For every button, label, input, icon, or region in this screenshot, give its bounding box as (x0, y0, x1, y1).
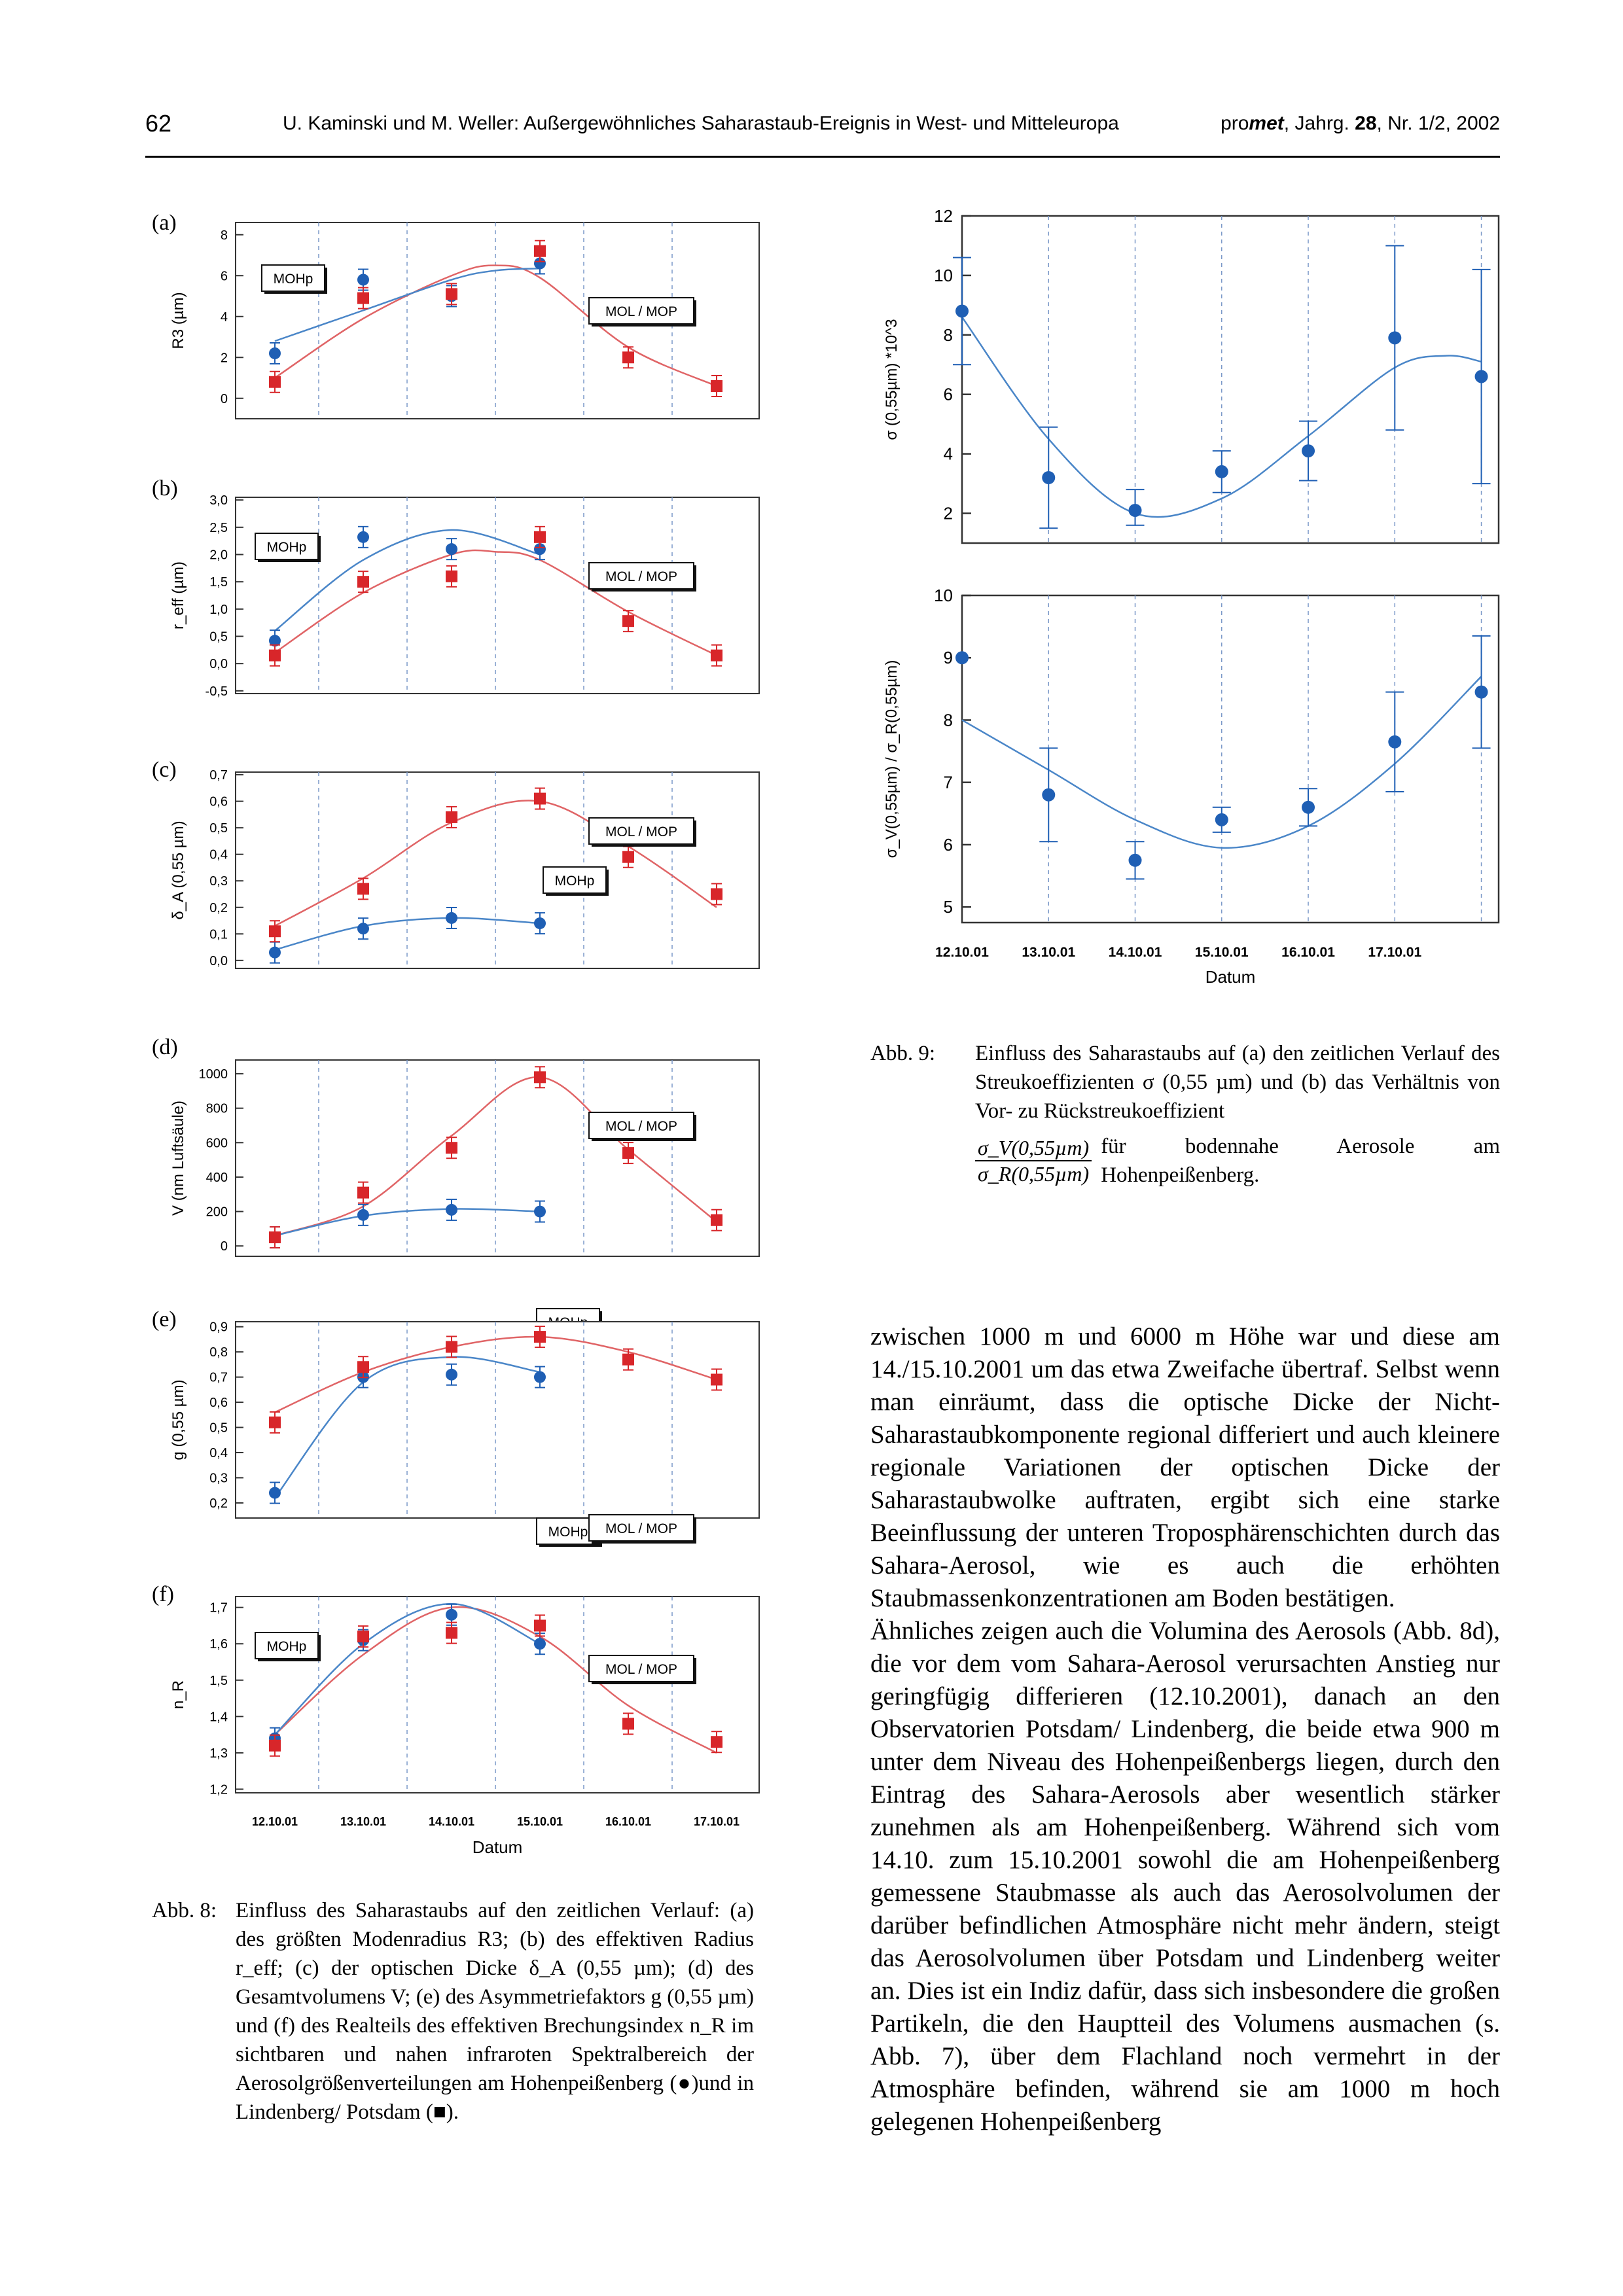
page-header (145, 110, 1500, 149)
chart-8b-ytick-label: 0,0 (209, 657, 228, 672)
chart-8e-point-mohp (534, 1371, 546, 1383)
chart-8b-ytick-label: 0,5 (209, 629, 228, 645)
chart-8c-ytick-label: 0,7 (209, 768, 228, 783)
chart-8d-point-mol-mop (711, 1214, 722, 1226)
chart-8b-ytick-label: 1,0 (209, 602, 228, 617)
chart-8a-point-mol-mop (446, 288, 457, 300)
chart-8f-point-mohp (446, 1609, 457, 1621)
chart-9b-point (1475, 686, 1488, 699)
chart-9a-scattering-coefficient (864, 206, 1512, 563)
chart-8d-point-mohp (534, 1206, 546, 1218)
chart-8f-point-mol-mop (269, 1740, 281, 1752)
chart-8b-point-mol-mop (357, 576, 369, 588)
chart-8c-legend-molmop: MOL / MOP (605, 824, 678, 839)
body-text (870, 1320, 1500, 2138)
chart-8d-point-mol-mop (357, 1187, 369, 1199)
figure-8-caption (152, 1896, 754, 2171)
figure-8-label: Abb. 8: (152, 1899, 217, 1922)
chart-8d-legend-molmop: MOL / MOP (605, 1119, 678, 1134)
chart-9b-xtick-label: 12.10.01 (935, 945, 989, 960)
chart-8b-legend-molmop: MOL / MOP (605, 569, 678, 584)
chart-8c-ytick-label: 0,6 (209, 794, 228, 809)
chart-8d-point-mol-mop (622, 1147, 634, 1159)
chart-9a-ylabel: σ (0,55µm) *10^3 (883, 319, 901, 440)
chart-8d-ytick-label: 400 (205, 1170, 228, 1185)
chart-8e-asymmetry (157, 1309, 779, 1540)
chart-8f-point-mol-mop (357, 1631, 369, 1642)
chart-8f-xtick-label: 17.10.01 (693, 1815, 740, 1828)
chart-8d-point-mohp (357, 1209, 369, 1221)
chart-8c-ytick-label: 0,0 (209, 953, 228, 968)
chart-8c-point-mohp (269, 947, 281, 959)
chart-8e-point-mohp (446, 1369, 457, 1381)
chart-8f-point-mol-mop (622, 1718, 634, 1729)
chart-8d-point-mol-mop (269, 1231, 281, 1243)
chart-9a-ytick-label: 12 (934, 206, 953, 226)
chart-8e-point-mohp (269, 1487, 281, 1499)
chart-8a-legend-molmop: MOL / MOP (605, 304, 678, 319)
chart-8a-ytick-label: 6 (220, 269, 228, 284)
panel-label-e: (e) (152, 1307, 177, 1332)
chart-8a-legend-mohp: MOHp (273, 272, 313, 287)
chart-8a-point-mol-mop (357, 292, 369, 304)
chart-9b-xtick-label: 14.10.01 (1108, 945, 1162, 960)
chart-9b-forward-backward-ratio (864, 586, 1512, 1021)
chart-8b-ytick-label: 2,5 (209, 520, 228, 535)
chart-8d-point-mohp (446, 1204, 457, 1216)
chart-8e-ytick-label: 0,2 (209, 1496, 228, 1511)
chart-8b-ytick-label: 2,0 (209, 548, 228, 563)
journal-info: promet, Jahrg. 28, Nr. 1/2, 2002 (1221, 113, 1500, 134)
chart-8b-point-mol-mop (534, 531, 546, 543)
chart-8f-ytick-label: 1,2 (209, 1782, 228, 1797)
body-paragraph-1: zwischen 1000 m und 6000 m Höhe war und diese am 14./15.10.2001 um das etwa Zweifache übertraf. Selbst wenn man einräumt, dass die optische Dicke der Nicht-Saharastaubkomponente regional differiert und auch kleinere regionale Variationen der optischen Dicke der Saharastaubwolke auftraten, ergibt sich eine starke Beeinflussung der unteren Troposphärenschichten durch das Sahara-Aerosol, wie es auch die erhöhten Staubmassenkonzentrationen am Boden bestätigen. (870, 1322, 1500, 1612)
chart-8b-ylabel: r_eff (µm) (169, 561, 187, 630)
chart-9a-point (1388, 331, 1401, 344)
panel-label-c: (c) (152, 758, 177, 782)
panel-label-a: (a) (152, 211, 177, 235)
chart-8a-ytick-label: 4 (220, 309, 228, 325)
chart-8e-plot-area (236, 1322, 759, 1518)
panel-label-f: (f) (152, 1582, 174, 1606)
chart-9b-ylabel: σ_V(0,55µm) / σ_R(0,55µm) (883, 660, 901, 858)
chart-9b-ytick-label: 9 (943, 648, 953, 668)
chart-8d-ylabel: V (nm Luftsäule) (169, 1100, 187, 1216)
chart-8b-reff (157, 484, 779, 707)
chart-9b-ytick-label: 10 (934, 586, 953, 605)
chart-9b-point (1129, 854, 1142, 867)
chart-8f-refractive-index (157, 1583, 779, 1871)
chart-8f-ytick-label: 1,4 (209, 1710, 228, 1725)
chart-8c-point-mol-mop (534, 793, 546, 805)
chart-8c-legend-mohp: MOHp (554, 874, 595, 889)
chart-8e-ylabel: g (0,55 µm) (169, 1379, 187, 1460)
figure-9-caption-end: für bodennahe Aerosole am Hohenpeißenberg. (1101, 1135, 1500, 1187)
chart-9b-point (1302, 801, 1315, 814)
chart-8c-ytick-label: 0,3 (209, 874, 228, 889)
chart-8a-ytick-label: 8 (220, 228, 228, 243)
chart-8e-ytick-label: 0,8 (209, 1345, 228, 1360)
chart-8a-ylabel: R3 (µm) (169, 292, 187, 349)
panel-label-d: (d) (152, 1035, 178, 1059)
body-paragraph-2: Ähnliches zeigen auch die Volumina des Aerosols (Abb. 8d), die vor dem vom Sahara-Aerosol verursachten Anstieg nur geringfügig differieren (12.10.2001), danach an den Observatorien Potsdam/ Lindenberg, die beide etwa 900 m unter dem Niveau des Hohenpeißenbergs liegen, durch den Eintrag des Sahara-Aerosols aber wesentlich stärker zunehmen als am Hohenpeißenberg. Während sich vom 14.10. zum 15.10.2001 sowohl die am Hohenpeißenberg gemessene Staubmasse als auch das Aerosolvolumen der darüber befindlichen Atmosphäre nicht mehr ändern, steigt das Aerosolvolumen über Potsdam und Lindenberg weiter an. Dies ist ein Indiz dafür, dass sich insbesondere die großen Partikeln, die den Hauptteil des Volumens ausmachen (s. Abb. 7), über dem Flachland noch vermehrt in der Atmosphäre befinden, während sie am 1000 m hoch gelegenen Hohenpeißenberg (870, 1617, 1500, 2136)
chart-9a-ytick-label: 10 (934, 265, 953, 285)
header-rule (145, 156, 1500, 158)
chart-8b-ytick-label: 1,5 (209, 575, 228, 590)
chart-8e-ytick-label: 0,9 (209, 1320, 228, 1335)
chart-8e-point-mol-mop (269, 1417, 281, 1428)
chart-9b-ytick-label: 8 (943, 710, 953, 730)
chart-8a-point-mohp (357, 274, 369, 286)
chart-8c-point-mohp (534, 917, 546, 929)
chart-8c-ytick-label: 0,4 (209, 847, 228, 862)
chart-8e-legend-mohp: MOHp (548, 1525, 588, 1540)
chart-9b-xtick-label: 15.10.01 (1194, 945, 1249, 960)
chart-8d-point-mol-mop (534, 1071, 546, 1083)
chart-8f-xtick-label: 15.10.01 (516, 1815, 563, 1828)
chart-8f-xtick-label: 12.10.01 (251, 1815, 298, 1828)
chart-8e-ytick-label: 0,4 (209, 1446, 228, 1460)
chart-8c-point-mol-mop (269, 925, 281, 937)
figure-9-label: Abb. 9: (870, 1042, 935, 1065)
chart-8a-point-mol-mop (534, 245, 546, 257)
chart-9b-xtick-label: 13.10.01 (1022, 945, 1076, 960)
chart-8f-xtick-label: 16.10.01 (605, 1815, 652, 1828)
chart-8f-point-mohp (534, 1638, 546, 1650)
chart-9b-xtick-label: 16.10.01 (1281, 945, 1335, 960)
chart-8f-legend-mohp: MOHp (266, 1639, 307, 1654)
chart-8c-ytick-label: 0,1 (209, 927, 228, 942)
chart-8f-ytick-label: 1,3 (209, 1746, 228, 1761)
chart-9a-ytick-label: 2 (943, 503, 953, 523)
chart-8c-ylabel: δ_A (0,55 µm) (169, 821, 187, 920)
figure-8-caption-text: Einfluss des Saharastaubs auf den zeitlichen Verlauf: (a) des größten Modenradius R3; (b) des effektiven Radius r_eff; (c) der optischen Dicke δ_A (0,55 µm); (d) des Gesamtvolumens V; (e) des Asymmetriefaktors g (0,55 µm) und (f) des Realteils des effektiven Brechungsindex n_R im sichtbaren und nahen infraroten Spektralbereich der Aerosolgrößenverteilungen am Hohenpeißenberg (●)und in Lindenberg/ Potsdam (■). (236, 1899, 754, 2124)
chart-8f-point-mol-mop (534, 1619, 546, 1631)
chart-8e-point-mol-mop (446, 1341, 457, 1352)
chart-8c-point-mol-mop (357, 883, 369, 894)
chart-9b-plot-area (962, 595, 1499, 923)
chart-9a-point (1302, 444, 1315, 457)
chart-8d-volume (157, 1047, 779, 1269)
page-number: 62 (145, 110, 172, 137)
chart-8f-plot-area (236, 1597, 759, 1793)
chart-9a-ytick-label: 4 (943, 444, 953, 464)
chart-8c-point-mol-mop (711, 888, 722, 900)
chart-9b-ytick-label: 6 (943, 834, 953, 855)
chart-8e-point-mol-mop (534, 1331, 546, 1343)
chart-8f-ytick-label: 1,7 (209, 1600, 228, 1616)
chart-8f-point-mol-mop (446, 1627, 457, 1639)
chart-8b-point-mohp (446, 543, 457, 555)
chart-8e-ytick-label: 0,5 (209, 1421, 228, 1436)
chart-8e-point-mol-mop (622, 1354, 634, 1366)
chart-9b-ytick-label: 7 (943, 772, 953, 792)
chart-8b-point-mol-mop (711, 650, 722, 662)
figure-9-caption (870, 1039, 1500, 1235)
chart-9a-point (955, 304, 969, 317)
chart-9a-point (1475, 370, 1488, 383)
chart-8b-point-mol-mop (269, 650, 281, 662)
chart-8b-legend-mohp: MOHp (266, 540, 307, 555)
chart-9b-point (1215, 813, 1228, 826)
chart-9a-point (1215, 465, 1228, 478)
chart-9b-xtick-label: 17.10.01 (1368, 945, 1422, 960)
chart-8c-ytick-label: 0,2 (209, 900, 228, 915)
chart-8b-ytick-label: 3,0 (209, 493, 228, 508)
chart-8b-point-mohp (357, 531, 369, 543)
chart-9b-ytick-label: 5 (943, 897, 953, 917)
chart-8e-point-mol-mop (357, 1361, 369, 1373)
chart-8c-optical-depth (157, 759, 779, 981)
panel-label-b: (b) (152, 476, 178, 501)
chart-8a-point-mol-mop (269, 376, 281, 388)
chart-8d-point-mol-mop (446, 1142, 457, 1154)
chart-9b-xlabel: Datum (1205, 967, 1256, 987)
running-title: U. Kaminski und M. Weller: Außergewöhnliches Saharastaub-Ereignis in West- und Mitteleuropa (283, 113, 1119, 134)
chart-8e-ytick-label: 0,6 (209, 1396, 228, 1411)
chart-8c-point-mol-mop (622, 851, 634, 863)
chart-8a-r3 (157, 209, 779, 432)
chart-9a-ytick-label: 8 (943, 325, 953, 345)
chart-8c-point-mohp (357, 923, 369, 934)
chart-8f-point-mol-mop (711, 1736, 722, 1748)
chart-9b-point (1042, 788, 1055, 802)
chart-8f-ylabel: n_R (169, 1680, 187, 1710)
chart-9a-point (1042, 471, 1055, 484)
chart-8d-ytick-label: 200 (205, 1205, 228, 1220)
chart-8f-xlabel: Datum (472, 1837, 523, 1857)
chart-9b-point (1388, 735, 1401, 749)
chart-8d-ytick-label: 800 (205, 1101, 228, 1116)
figure-9-caption-text: Einfluss des Saharastaubs auf (a) den zeitlichen Verlauf des Streukoeffizienten σ (0,55 µm) und (b) das Verhältnis von Vor- zu Rückstreukoeffizient (975, 1042, 1500, 1123)
chart-8a-point-mol-mop (711, 380, 722, 392)
chart-8c-point-mol-mop (446, 811, 457, 823)
chart-8b-point-mol-mop (446, 571, 457, 582)
chart-8d-ytick-label: 1000 (198, 1067, 228, 1082)
chart-9b-point (955, 651, 969, 664)
chart-8e-ytick-label: 0,3 (209, 1471, 228, 1486)
chart-8f-ytick-label: 1,6 (209, 1637, 228, 1652)
chart-8c-ytick-label: 0,5 (209, 821, 228, 836)
chart-8e-legend-molmop: MOL / MOP (605, 1521, 678, 1536)
chart-9a-ytick-label: 6 (943, 384, 953, 404)
figure-9-fraction: $\frac{\text{σ\_V(0,55µm)}}{\text{σ\_R(0,55µm)}}$ (975, 1135, 1092, 1186)
chart-8a-ytick-label: 2 (220, 351, 228, 366)
chart-8a-ytick-label: 0 (220, 391, 228, 406)
chart-8f-xtick-label: 14.10.01 (428, 1815, 475, 1828)
chart-8f-legend-molmop: MOL / MOP (605, 1662, 678, 1677)
chart-8e-point-mol-mop (711, 1373, 722, 1385)
chart-8b-plot-area (236, 497, 759, 694)
chart-8d-ytick-label: 600 (205, 1136, 228, 1151)
chart-8f-xtick-label: 13.10.01 (340, 1815, 387, 1828)
chart-8e-ytick-label: 0,7 (209, 1370, 228, 1385)
chart-8b-point-mol-mop (622, 615, 634, 627)
chart-8d-ytick-label: 0 (220, 1239, 228, 1254)
chart-8c-point-mohp (446, 912, 457, 924)
chart-9a-point (1129, 504, 1142, 517)
chart-8f-ytick-label: 1,5 (209, 1673, 228, 1688)
chart-8b-ytick-label: -0,5 (205, 684, 228, 699)
chart-8a-point-mol-mop (622, 351, 634, 363)
chart-8a-point-mohp (269, 347, 281, 359)
